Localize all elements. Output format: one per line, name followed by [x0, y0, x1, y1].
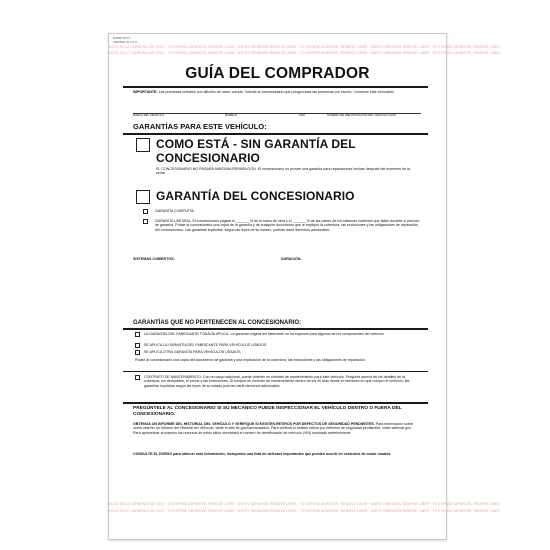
- other-used-checkbox[interactable]: [135, 350, 140, 355]
- as-is-title-1: COMO ESTÁ - SIN GARANTÍA DEL: [156, 137, 356, 151]
- pregunte-rule: [123, 402, 428, 404]
- no-pertenecen-heading: GARANTÍAS QUE NO PERTENECEN AL CONCESIONARIO:: [133, 320, 302, 326]
- contrato-text: CONTRATO DE MANTENIMIENTO: Con un cargo adicional, puede obtener un contrato de mantenimiento para este vehículo. Pregunte acerca de los detalles de la cobertura, los deducibles, el precio y las exclusiones. Si compra un contrato de mantenimiento dentro de los 90 días desde el momento en que compró el vehículo, las garantías implícitas según las leyes de su estado podrían darle derechos adicionales.: [144, 375, 410, 388]
- dorso-text: CONSULTE EL DORSO para obtener más información, incluyendo una lista de defectos importantes que pueden ocurrir en vehículos de motor usados.: [133, 452, 392, 456]
- no-pertenecen-note: Pídale al concesionario una copia del documento de garantía y una explicación de la cobertura, las exclusiones y las obligaciones de reparación.: [135, 358, 366, 362]
- other-used-text: SE APLICA OTRA GARANTÍA PARA VEHÍCULOS USADOS.: [144, 350, 242, 354]
- field-marca: MARCA DEL VEHÍCULO: [133, 113, 165, 117]
- pregunte-text: PREGÚNTELE AL CONCESIONARIO SI SU MECÁNICO PUEDE INSPECCIONAR EL VEHÍCULO DENTRO O FUERA DEL CONCESIONARIO.: [133, 406, 402, 417]
- perforation-strip-bottom: ROJO SOLO CARBONLESS VOID · TO EXPOSE ADHESIVE, REMOVE LINER · AVERY DENNISON REMOVE LINER · TO EXPOSE ADHESIVE, REMOVE LINER · AVERY DENNISON REMOVE LINER · TO EXPOSE ADHESIVE, REMOVE LINER: [109, 502, 501, 506]
- limited-warranty-text: GARANTÍA LIMITADA. El concesionario pagará el _______% de la mano de obra y el _______% de las partes de los sistemas cubiertos que fallen durante el período de garantía. Pídale al concesionario una copia de la garantía y de cualquier documento que le explique la cobertura, las exclusiones y las obligaciones de reparación del concesionario. Las garantías implícitas, según las leyes de su estado, podrían darle derechos adicionales.: [155, 219, 420, 232]
- perforation-strip-top: ROJO SOLO CARBONLESS VOID · TO EXPOSE ADHESIVE, REMOVE LINER · AVERY DENNISON REMOVE LINER · TO EXPOSE ADHESIVE, REMOVE LINER · AVERY DENNISON REMOVE LINER · TO EXPOSE ADHESIVE, REMOVE LINER: [109, 45, 501, 49]
- no-pertenecen-rule: [123, 328, 428, 330]
- perforation-strip-bottom-2: ROJO SOLO CARBONLESS VOID · TO EXPOSE ADHESIVE, REMOVE LINER · AVERY DENNISON REMOVE LINER · TO EXPOSE ADHESIVE, REMOVE LINER · AVERY DENNISON REMOVE LINER · TO EXPOSE ADHESIVE, REMOVE LINER: [109, 509, 501, 513]
- importante-label: IMPORTANTE:: [133, 90, 158, 94]
- garantias-rule: [123, 133, 428, 135]
- sistemas-label: SISTEMAS CUBIERTOS:: [133, 257, 175, 261]
- dealer-warranty-checkbox[interactable]: [136, 190, 150, 204]
- full-warranty-label: GARANTÍA COMPLETA.: [155, 209, 195, 213]
- manufacturer-warranty-text: LA GARANTÍA DEL FABRICANTE TODAVÍA APLICA. La garantía original del fabricante no ha expirado para algunos de los componentes del vehículo.: [144, 332, 385, 336]
- as-is-text: EL CONCESIONARIO NO PAGARÁ NINGUNA REPARACIÓN. El concesionario no provee una garantía para reparaciones hechas después del momento de la venta.: [156, 167, 411, 176]
- limited-warranty-checkbox[interactable]: [143, 219, 148, 224]
- full-warranty-checkbox[interactable]: [143, 209, 148, 214]
- page-title: GUÍA DEL COMPRADOR: [185, 65, 370, 82]
- importante-text: Las promesas verbales son difíciles de hacer cumplir. Solicite al concesionario que ponga todas las promesas por escrito. Conserve este formulario.: [158, 90, 395, 94]
- duracion-label: DURACIÓN:: [281, 257, 302, 261]
- contrato-rule: [123, 371, 428, 372]
- manufacturer-warranty-checkbox[interactable]: [135, 332, 140, 337]
- contrato-checkbox[interactable]: [135, 375, 140, 380]
- dealer-warranty-title: GARANTÍA DEL CONCESIONARIO: [156, 189, 355, 203]
- dorso-block: [133, 452, 418, 456]
- field-modelo: MODELO: [225, 113, 238, 117]
- title-rule: [123, 86, 428, 88]
- historial-bold: OBTENGA UN INFORME DEL HISTORIAL DEL VEHÍCULO Y VERIFIQUE SI EXISTEN RETIROS POR DEFECTOS DE SEGURIDAD PENDIENTES.: [133, 422, 375, 426]
- historial-text: Para información sobre cómo obtener un Informe del Historial del Vehículo, visite el sitio ftc.gov/carrosusados. Para verificar si existen retiros por defectos de seguridad pendientes, visite safercar.gov. Para aprovechar al máximo los recursos de estos sitios necesitará el número de identificación de vehículo (VIN) mostrado anteriormente.: [133, 422, 413, 435]
- importante-notice: [133, 90, 418, 94]
- garantias-heading: GARANTÍAS PARA ESTE VEHÍCULO:: [133, 122, 267, 131]
- manufacturer-used-checkbox[interactable]: [135, 343, 140, 348]
- as-is-title-2: CONCESIONARIO: [156, 151, 260, 165]
- field-vin: NÚMERO DE IDENTIFICACIÓN DEL VEHÍCULO (VIN): [327, 113, 396, 117]
- perforation-strip-top-2: ROJO SOLO CARBONLESS VOID · TO EXPOSE ADHESIVE, REMOVE LINER · AVERY DENNISON REMOVE LINER · TO EXPOSE ADHESIVE, REMOVE LINER · AVERY DENNISON REMOVE LINER · TO EXPOSE ADHESIVE, REMOVE LINER: [109, 51, 501, 55]
- field-ano: AÑO: [299, 113, 306, 117]
- manufacturer-used-text: SE APLICA LA GARANTÍA DEL FABRICANTE PARA VEHÍCULOS USADOS.: [144, 343, 268, 347]
- printed-label: PRINTED IN U.S.A.: [113, 39, 138, 44]
- buyers-guide-sheet: [108, 33, 501, 540]
- historial-block: [133, 422, 418, 435]
- as-is-checkbox[interactable]: [136, 138, 150, 152]
- form-code: BG59P 500-3: [113, 36, 130, 40]
